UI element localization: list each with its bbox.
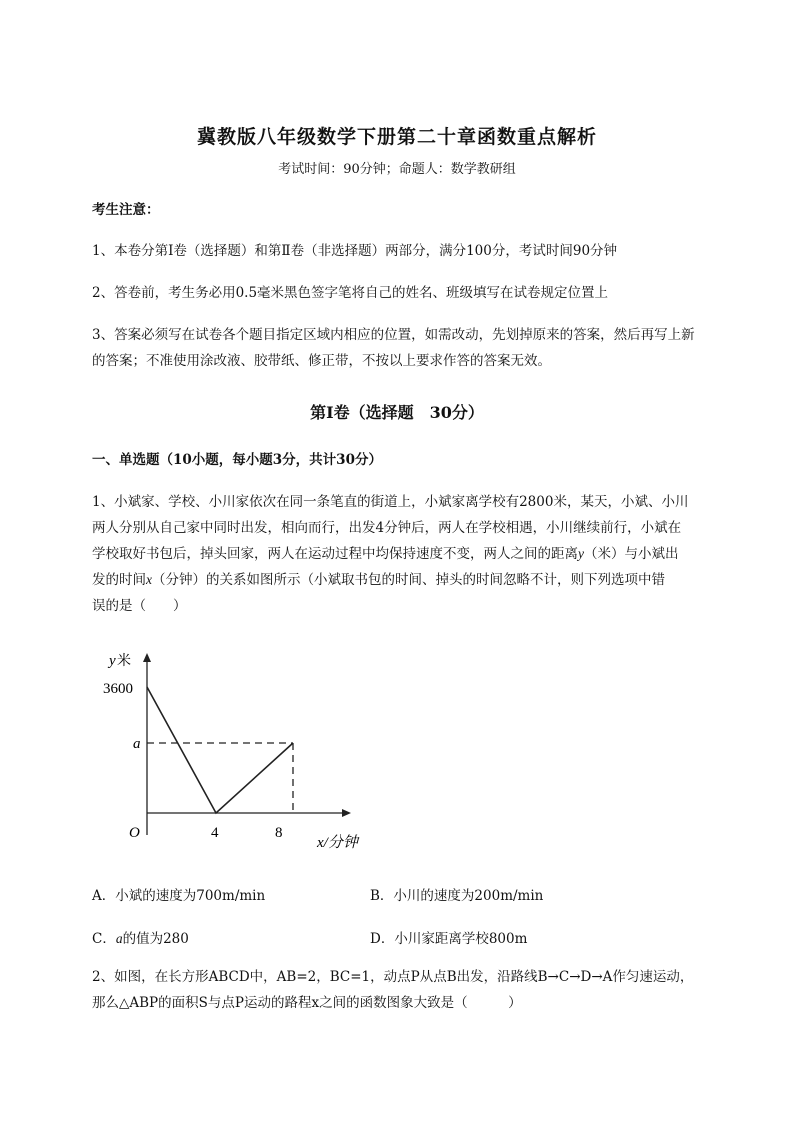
q1-line-3-text-b: （米）与小斌出 xyxy=(584,546,679,562)
notice-item-2: 2、答卷前，考生务必用0.5毫米黑色签字笔将自己的姓名、班级填写在试卷规定位置上 xyxy=(92,285,609,301)
origin-label: O xyxy=(129,825,140,841)
q1-var-y: y xyxy=(578,546,584,561)
notice-item-3-line-1: 3、答案必须写在试卷各个题目指定区域内相应的位置，如需改动，先划掉原来的答案，然后再写上新 xyxy=(92,327,695,343)
q1-line-4-text-b: （分钟）的关系如图所示（小斌取书包的时间、掉头的时间忽略不计，则下列选项中错 xyxy=(152,572,665,588)
part-heading: 一、单选题（10小题，每小题3分，共计30分） xyxy=(92,452,382,468)
q1-line-4 xyxy=(92,567,752,593)
x-axis-arrow xyxy=(342,809,351,817)
q1-line-3-text-a: 学校取好书包后，掉头回家，两人在运动过程中均保持速度不变，两人之间的距离 xyxy=(92,546,578,562)
q1-line-1: 1、小斌家、学校、小川家依次在同一条笔直的街道上，小斌家离学校有2800米，某天，小斌、小川 xyxy=(92,494,689,510)
page-title: 冀教版八年级数学下册第二十章函数重点解析 xyxy=(196,126,597,148)
q1-option-c-suffix: 的值为280 xyxy=(122,931,189,947)
y-axis-arrow xyxy=(143,653,151,662)
q2-line-1: 2、如图，在长方形ABCD中，AB=2，BC=1，动点P从点B出发，沿路线B→C→D→A作匀速运动， xyxy=(92,969,694,985)
q2-line-2: 那么△ABP的面积S与点P运动的路程x之间的函数图象大致是（ ） xyxy=(92,995,522,1011)
y-tick-a: a xyxy=(133,736,141,752)
x-tick-4: 4 xyxy=(211,825,219,841)
q1-line-3 xyxy=(92,541,752,567)
notice-item-3-line-2: 的答案；不准使用涂改液、胶带纸、修正带，不按以上要求作答的答案无效。 xyxy=(92,353,551,369)
q1-option-b[interactable]: B．小川的速度为200m/min xyxy=(370,888,544,904)
q1-option-c[interactable] xyxy=(92,927,189,947)
x-axis-label: x/分钟 xyxy=(317,835,358,851)
exam-info: 考试时间：90分钟；命题人：数学教研组 xyxy=(278,162,516,177)
q1-option-d[interactable]: D．小川家距离学校800m xyxy=(370,931,528,947)
section-title: 第I卷（选择题 30分） xyxy=(310,403,484,422)
notice-item-1: 1、本卷分第I卷（选择题）和第Ⅱ卷（非选择题）两部分，满分100分，考试时间90分钟 xyxy=(92,243,618,259)
y-axis-label-var: y xyxy=(109,653,116,669)
q1-option-c-prefix: C． xyxy=(92,931,116,947)
q1-var-x: x xyxy=(146,572,152,587)
x-tick-8: 8 xyxy=(275,825,283,841)
notice-heading: 考生注意： xyxy=(92,202,160,218)
distance-graph-line xyxy=(147,687,293,813)
q1-graph xyxy=(95,645,385,860)
q1-option-a[interactable]: A．小斌的速度为700m/min xyxy=(92,888,266,904)
y-tick-3600: 3600 xyxy=(103,681,133,697)
q1-option-c-var: a xyxy=(115,931,123,946)
q1-line-5: 误的是（ ） xyxy=(92,598,187,614)
q1-line-4-text-a: 发的时间 xyxy=(92,572,146,588)
q1-line-2: 两人分别从自己家中同时出发，相向而行，出发4分钟后，两人在学校相遇，小川继续前行，小斌在 xyxy=(92,520,682,536)
y-axis-label-unit: 米 xyxy=(117,654,131,669)
